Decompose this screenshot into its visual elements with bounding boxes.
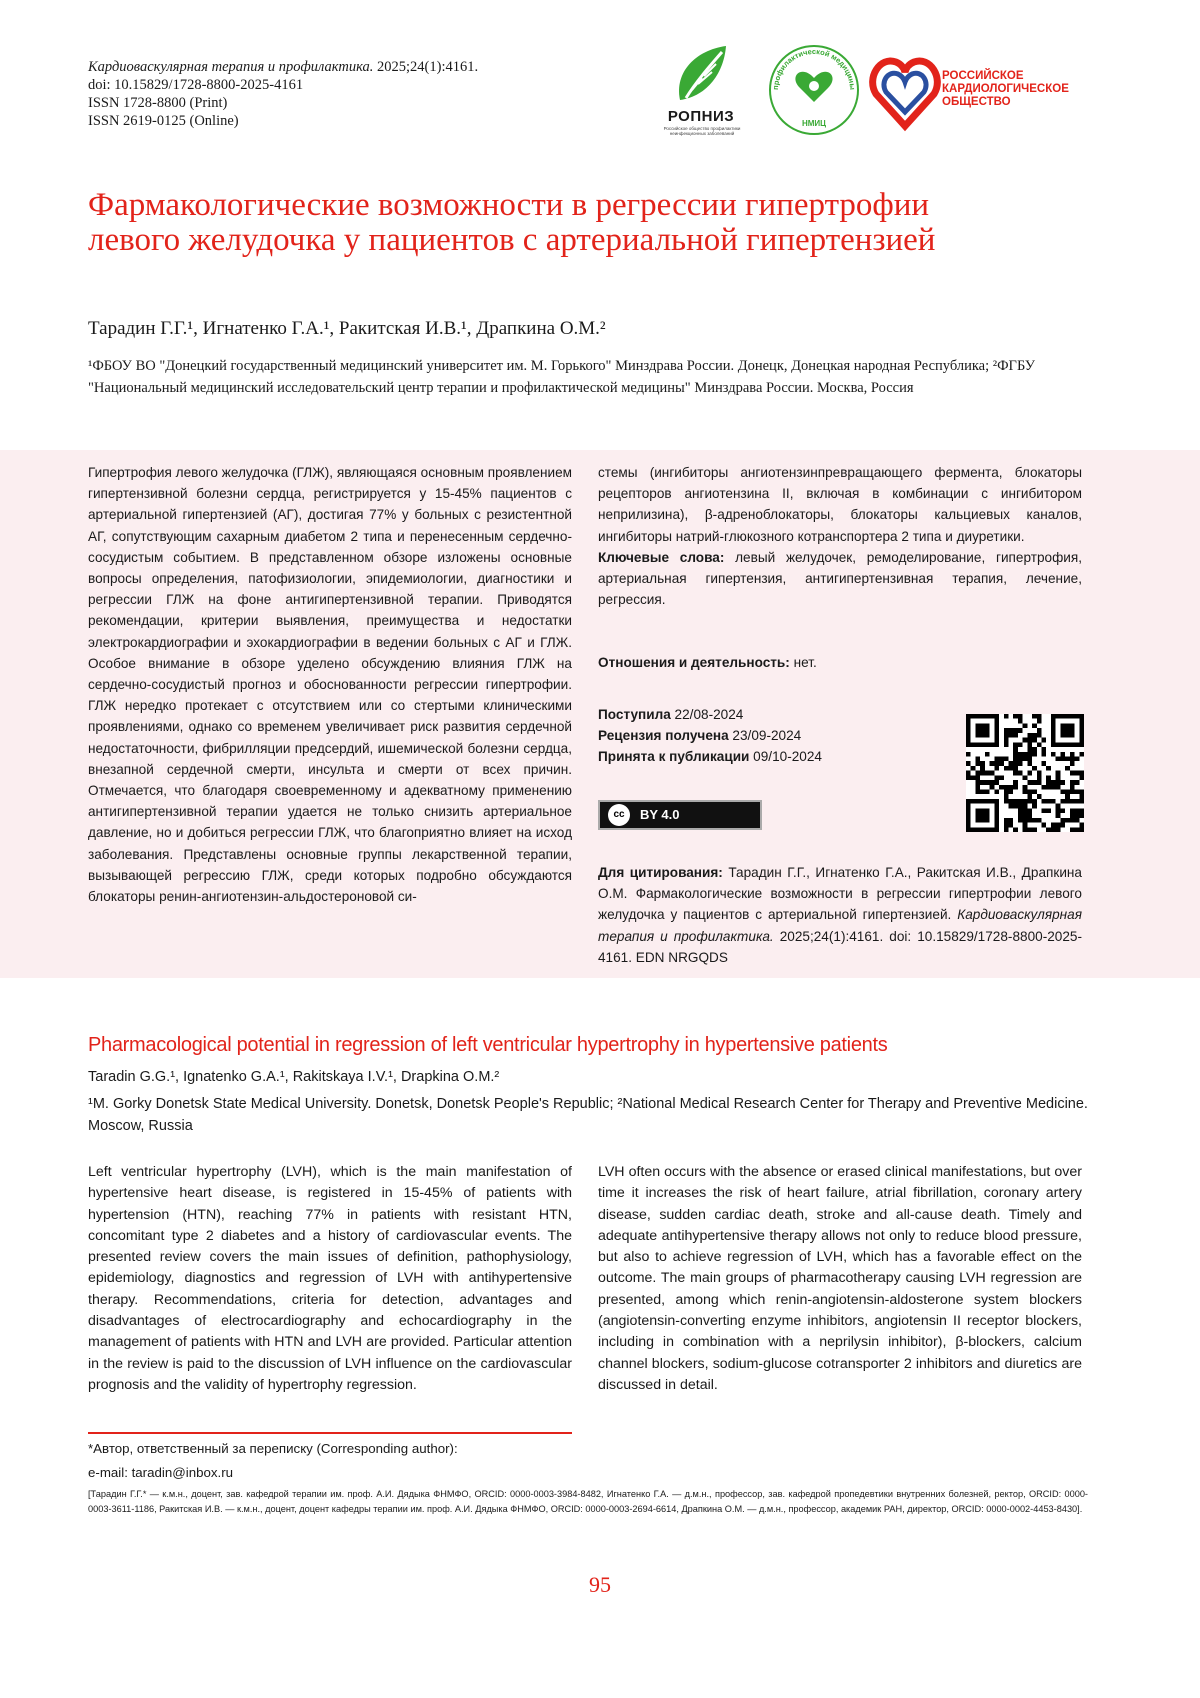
corresponding-email[interactable]: e-mail: taradin@inbox.ru xyxy=(88,1465,233,1480)
cite-tail: 2025;24(1):4161. doi: 10.15829/1728-8800-2025-4161. EDN NRGQDS xyxy=(598,929,1082,965)
relations xyxy=(598,652,1082,673)
journal-info xyxy=(88,58,478,130)
keywords xyxy=(598,547,1082,611)
rko-heart-icon xyxy=(868,48,942,134)
abstract-ru-right xyxy=(598,462,1082,610)
author-details: [Тарадин Г.Г.* — к.м.н., доцент, зав. кафедрой терапии им. проф. А.И. Дядыка ФНМФО, ORCID: 0000-0003-3984-8482, Игнатенко Г.А. — д.м.н., профессор, зав. кафедрой пропедевтики внутренних болезней, ректор, ORCID: 0000-0003-3611-1186, Ракитская И.В. — к.м.н., доцент, доцент кафедры терапии им. проф. А.И. Дядыка ФНМФО, ORCID: 0000-0003-2694-6614, Драпкина О.М. — д.м.н., профессор, академик РАН, директор, ORCID: 0000-0002-4453-8430]. xyxy=(88,1487,1088,1516)
received-value: 22/08-2024 xyxy=(671,707,744,722)
keywords-label: Ключевые слова: xyxy=(598,550,724,565)
rko-line-2: КАРДИОЛОГИЧЕСКОЕ xyxy=(942,83,1069,96)
ropniz-label: РОПНИЗ xyxy=(656,108,746,125)
ropniz-logo xyxy=(656,42,746,142)
nmic-emblem-icon xyxy=(766,42,862,138)
journal-doi: doi: 10.15829/1728-8800-2025-4161 xyxy=(88,76,478,94)
english-authors: Taradin G.G.¹, Ignatenko G.A.¹, Rakitskaya I.V.¹, Drapkina O.M.² xyxy=(88,1069,499,1085)
nmic-logo xyxy=(766,42,862,138)
cc-icon: cc xyxy=(608,804,630,826)
qr-code-graphic xyxy=(966,714,1084,832)
page-number: 95 xyxy=(0,1572,1200,1598)
journal-issn-print: ISSN 1728-8800 (Print) xyxy=(88,94,478,112)
article-authors: Тарадин Г.Г.¹, Игнатенко Г.А.¹, Ракитская И.В.¹, Драпкина О.М.² xyxy=(88,318,606,340)
cc-license-badge[interactable] xyxy=(598,800,762,830)
corresponding-author: *Автор, ответственный за переписку (Corresponding author): xyxy=(88,1441,458,1456)
cite-label: Для цитирования: xyxy=(598,865,723,880)
article-affiliations: ¹ФБОУ ВО "Донецкий государственный медицинский университет им. М. Горького" Минздрава России. Донецк, Донецкая народная Республика; ²ФГБУ "Национальный медицинский исследовательский центр терапии и профилактической медицины" Минздрава России. Москва, Россия xyxy=(88,356,1078,399)
cite-text: Тарадин Г.Г., Игнатенко Г.А., Ракитская И.В., Драпкина О.М. Фармакологические возможности в регрессии гипертрофии левого желудочка у пациентов с артериальной гипертензией. xyxy=(598,865,1082,922)
footnote-divider xyxy=(88,1432,572,1434)
cc-license-label: BY 4.0 xyxy=(640,807,680,822)
english-abstract-left: Left ventricular hypertrophy (LVH), which is the main manifestation of hypertensive heart disease, is registered in 15-45% of patients with hypertension (HTN), reaching 77% in patients with resistant HTN, concomitant type 2 diabetes and a history of cardiovascular events. The presented review covers the main issues of definition, pathophysiology, epidemiology, diagnostics and regression of LVH with antihypertensive therapy. Recommendations, criteria for detection, advantages and disadvantages of electrocardiography and echocardiography in the management of patients with HTN and LVH are provided. Particular attention in the review is paid to the discussion of LVH influence on the cardiovascular prognosis and the validity of hypertrophy regression. xyxy=(88,1162,572,1396)
abstract-ru-right-text: стемы (ингибиторы ангиотензинпревращающего фермента, блокаторы рецепторов ангиотензина II, включая в комбинации с ингибитором неприлизина), β-адреноблокаторы, блокаторы кальциевых каналов, ингибиторы натрий-глюкозного котранспортера 2 типа и диуретики. xyxy=(598,462,1082,547)
english-abstract-right: LVH often occurs with the absence or erased clinical manifestations, but over time it increases the risk of heart failure, atrial fibrillation, coronary artery disease, sudden cardiac death, stroke and all-cause death. Timely and adequate antihypertensive therapy allows not only to reduce blood pressure, but also to achieve regression of LVH, which has a favorable effect on the outcome. The main groups of pharmacotherapy causing LVH regression are presented, among which renin-angiotensin-aldosterone system blockers (angiotensin-converting enzyme inhibitors, angiotensin II receptor blockers, including in combination with a neprilysin inhibitor), β-blockers, calcium channel blockers, sodium-glucose cotransporter 2 inhibitors and diuretics are discussed in detail. xyxy=(598,1162,1082,1396)
review-label: Рецензия получена xyxy=(598,728,729,743)
journal-issn-online: ISSN 2619-0125 (Online) xyxy=(88,112,478,130)
nmic-label: НМИЦ xyxy=(802,119,826,128)
journal-issue: 2025;24(1):4161. xyxy=(373,59,478,75)
ropniz-leaf-icon xyxy=(656,42,746,108)
accepted-value: 09/10-2024 xyxy=(749,749,822,764)
qr-code-icon[interactable] xyxy=(966,714,1084,832)
cite-journal: Кардиоваскулярная терапия и профилактика. xyxy=(598,907,1082,943)
ropniz-subtitle: Российское общество профилактики неинфекционных заболеваний xyxy=(660,126,744,136)
received-label: Поступила xyxy=(598,707,671,722)
society-logos xyxy=(656,42,1106,142)
relations-text: нет. xyxy=(790,655,817,670)
rko-text xyxy=(942,70,1069,109)
accepted-label: Принята к публикации xyxy=(598,749,749,764)
relations-label: Отношения и деятельность: xyxy=(598,655,790,670)
keywords-text: левый желудочек, ремоделирование, гипертрофия, артериальная гипертензия, антигипертензивная терапия, лечение, регрессия. xyxy=(598,550,1082,607)
citation xyxy=(598,862,1082,968)
review-value: 23/09-2024 xyxy=(729,728,802,743)
rko-line-3: ОБЩЕСТВО xyxy=(942,96,1069,109)
article-title: Фармакологические возможности в регрессии гипертрофии левого желудочка у пациентов с артериальной гипертензией xyxy=(88,188,988,258)
rko-line-1: РОССИЙСКОЕ xyxy=(942,70,1069,83)
abstract-ru-left: Гипертрофия левого желудочка (ГЛЖ), являющаяся основным проявлением гипертензивной болезни сердца, регистрируется у 15-45% пациентов с артериальной гипертензией (АГ), достигая 77% у больных с резистентной АГ, сопутствующим сахарным диабетом 2 типа и перенесенным сердечно-сосудистым событием. В представленном обзоре изложены основные вопросы определения, патофизиологии, эпидемиологии, диагностики и регрессии ГЛЖ на фоне антигипертензивной терапии. Приводятся рекомендации, критерии выявления, преимущества и недостатки электрокардиографии и эхокардиографии в ведении больных с АГ и ГЛЖ. Особое внимание в обзоре уделено обсуждению влияния ГЛЖ на сердечно-сосудистый прогноз и обоснованности регрессии гипертрофии. ГЛЖ нередко протекает с отсутствием или со стертыми клиническими проявлениями, однако со временем увеличивает риск развития сердечной недостаточности, фибрилляции предсердий, ишемической болезни сердца, внезапной сердечной смерти, инсульта и смерти от всех причин. Отмечается, что благодаря своевременному и адекватному применению антигипертензивной терапии удается не только снизить артериальное давление, но и добиться регрессии ГЛЖ, что благоприятно влияет на исход заболевания. Представлены основные группы лекарственной терапии, вызывающей регрессию ГЛЖ, среди которых подробно обсуждаются блокаторы ренин-ангиотензин-альдостероновой си- xyxy=(88,462,572,907)
nmic-ring-text: профилактической медицины xyxy=(771,47,857,90)
journal-name: Кардиоваскулярная терапия и профилактика. xyxy=(88,59,373,75)
rko-logo xyxy=(868,48,1108,138)
english-title: Pharmacological potential in regression of left ventricular hypertrophy in hypertensive patients xyxy=(88,1034,887,1057)
english-affiliations: ¹M. Gorky Donetsk State Medical University. Donetsk, Donetsk People's Republic; ²National Medical Research Center for Therapy and Preventive Medicine. Moscow, Russia xyxy=(88,1093,1088,1137)
